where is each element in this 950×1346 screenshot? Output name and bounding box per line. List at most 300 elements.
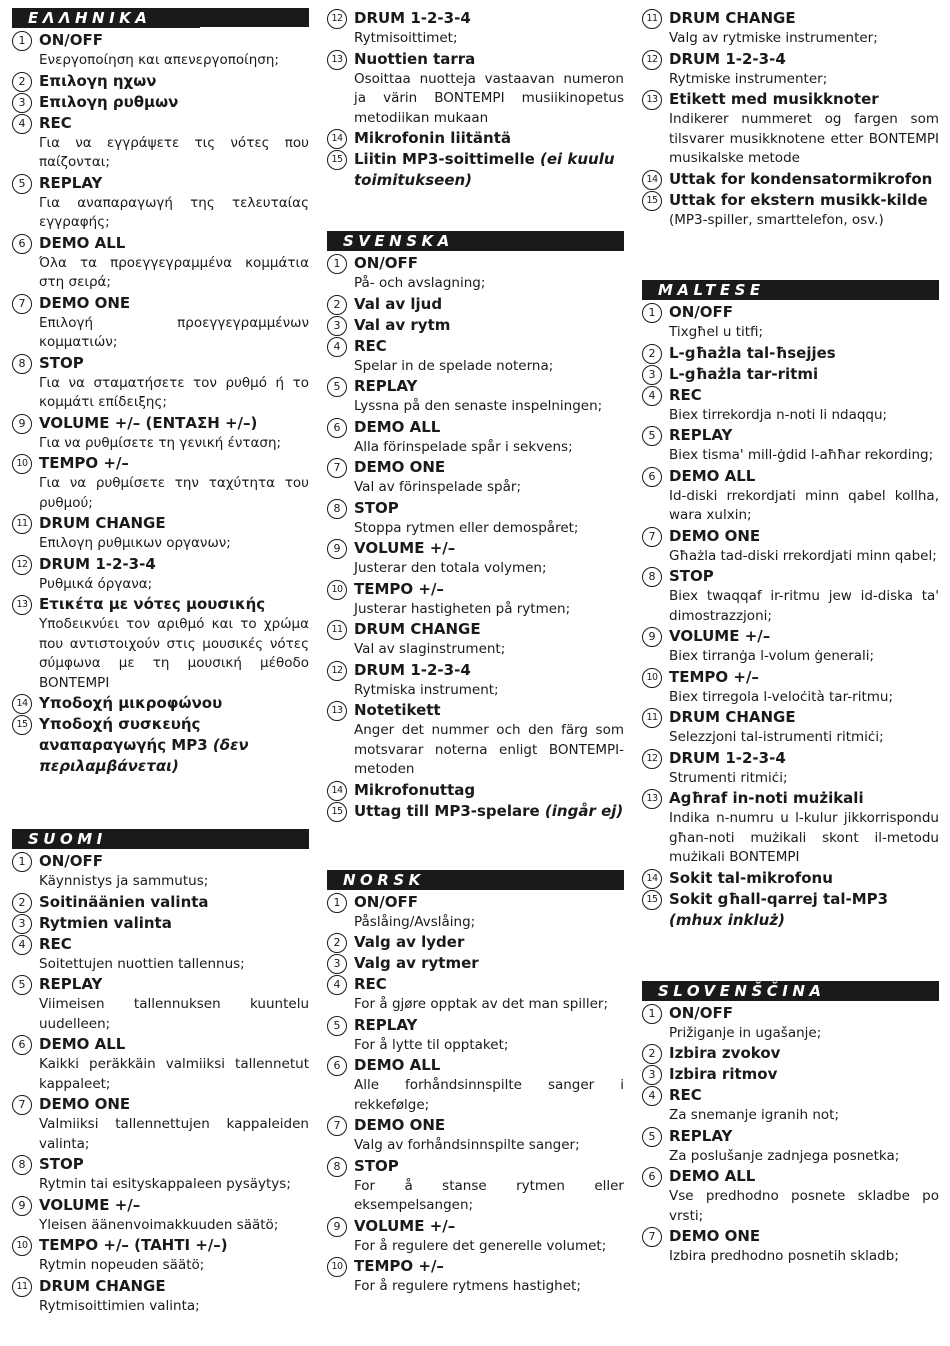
item-title (39, 1034, 309, 1055)
item-title (669, 526, 939, 547)
item-title-text: ON/OFF (354, 254, 419, 272)
item-title (39, 293, 309, 314)
item-title-text: DEMO ALL (39, 1035, 126, 1053)
item-description: Valg av rytmiske instrumenter; (669, 30, 878, 46)
list-item (327, 780, 624, 801)
item-title-text: Izbira zvokov (669, 1044, 781, 1062)
item-title-text: Agħraf in-noti mużikali (669, 789, 864, 807)
list-item (12, 892, 309, 913)
list-item (642, 1003, 939, 1044)
item-title-text: TEMPO +/– (354, 579, 444, 598)
list-item (327, 579, 624, 620)
section-title: NORSK (343, 870, 425, 889)
item-description: Rytmisoittimet; (354, 30, 458, 46)
item-title-text: DRUM 1-2-3-4 (669, 748, 786, 767)
item-title (669, 364, 939, 385)
item-number-badge: 13 (12, 595, 32, 615)
item-title-text: DRUM 1-2-3-4 (39, 554, 156, 573)
item-note: (mhux inkluż) (669, 910, 785, 929)
item-description: Prižiganje in ugašanje; (669, 1024, 822, 1041)
section-greek (12, 8, 309, 777)
item-description: Rytmiske instrumenter; (669, 70, 828, 87)
item-number-badge: 10 (642, 668, 662, 688)
list-item (327, 619, 624, 660)
item-title-text: Uttak for kondensatormikrofon (669, 169, 933, 188)
item-title-text: ON/OFF (669, 303, 734, 321)
item-description: Za snemanje igranih not; (669, 1107, 839, 1123)
item-description: Valg av forhåndsinnspilte sanger; (354, 1137, 580, 1153)
item-title (354, 892, 624, 913)
item-title (39, 554, 309, 575)
item-number-badge: 7 (642, 1227, 662, 1247)
item-number-badge: 10 (327, 1257, 347, 1277)
item-title-text: Uttak for ekstern musikk-kilde (669, 190, 928, 209)
item-title (354, 1055, 624, 1076)
item-number-badge: 4 (642, 1086, 662, 1106)
item-title (669, 169, 939, 190)
item-title-text: Sokit tal-mikrofonu (669, 868, 833, 887)
item-number-badge: 10 (12, 454, 32, 474)
list-item (327, 315, 624, 336)
list-item (327, 49, 624, 129)
item-title (39, 92, 309, 113)
list-item (327, 8, 624, 49)
item-title (354, 619, 624, 640)
item-title (39, 594, 309, 615)
item-description: Ρυθμικά όργανα; (39, 575, 153, 592)
item-description: Για να σταματήσετε τον ρυθμό ή το κομμάτι επίδειξης; (39, 374, 309, 410)
item-number-badge: 13 (327, 701, 347, 721)
item-title (39, 233, 309, 254)
item-title (669, 302, 939, 323)
item-description: Rytmin nopeuden säätö; (39, 1257, 205, 1273)
list-item (327, 1115, 624, 1156)
item-description: Alle forhåndsinnspilte sanger i rekkefølge; (354, 1077, 624, 1113)
list-item (12, 30, 309, 71)
item-number-badge: 1 (642, 1004, 662, 1024)
item-number-badge: 13 (642, 789, 662, 809)
item-description: Indika n-numru u l-kulur jikkorrispondu għan-noti mużikali skont il-metodu mużikali BONTEMPI (669, 810, 939, 865)
item-title-text: Mikrofonuttag (354, 780, 476, 799)
item-title (39, 714, 309, 777)
item-description: Rytmin tai esityskappaleen pysäytys; (39, 1176, 291, 1192)
item-title-text: Izbira ritmov (669, 1065, 778, 1083)
item-description: Για να ρυθμίσετε την ταχύτητα του ρυθμού; (39, 475, 309, 511)
item-number-badge: 14 (642, 170, 662, 190)
list-item (12, 353, 309, 413)
item-description: Soitettujen nuottien tallennus; (39, 955, 245, 972)
item-note: (ingår ej) (544, 801, 624, 820)
item-description: Strumenti ritmiċi; (669, 769, 788, 786)
item-title (354, 376, 624, 397)
item-title-text: REC (39, 934, 72, 953)
item-description: Val av slaginstrument; (354, 641, 506, 657)
item-title (669, 566, 939, 587)
item-title (354, 49, 624, 70)
item-title (39, 1154, 309, 1175)
item-title (669, 748, 939, 769)
item-title (39, 892, 309, 913)
list-item (327, 1055, 624, 1115)
item-number-badge: 5 (642, 1127, 662, 1147)
list-item (327, 128, 624, 149)
item-title-text: REPLAY (669, 426, 733, 444)
list-item (327, 1015, 624, 1056)
item-number-badge: 8 (642, 567, 662, 587)
list-item (642, 466, 939, 526)
item-title-text: VOLUME +/– (ΕΝΤΑΣΗ +/–) (39, 413, 258, 432)
list-item (642, 190, 939, 231)
item-number-badge: 9 (327, 1217, 347, 1237)
item-title (669, 788, 939, 809)
column-2 (327, 8, 624, 1297)
item-number-badge: 8 (327, 1157, 347, 1177)
item-title-text: DEMO ONE (39, 1095, 131, 1113)
item-title-text: TEMPO +/– (TAHTI +/–) (39, 1236, 228, 1254)
item-number-badge: 7 (12, 294, 32, 314)
item-title-text: DRUM 1-2-3-4 (354, 9, 471, 27)
item-number-badge: 2 (642, 344, 662, 364)
item-number-badge: 15 (642, 890, 662, 910)
item-description: Spelar in de spelade noterna; (354, 357, 554, 374)
item-title-text: Επιλογη ηχων (39, 71, 157, 90)
item-number-badge: 6 (642, 1167, 662, 1187)
item-title (354, 538, 624, 559)
item-title (354, 1216, 624, 1237)
item-title-text: Υποδοχή μικροφώνου (39, 694, 223, 712)
section-header (12, 8, 309, 28)
item-number-badge: 9 (327, 539, 347, 559)
item-title (354, 1156, 624, 1177)
section-title: MALTESE (658, 281, 765, 299)
list-item (12, 92, 309, 113)
item-title-text: DRUM CHANGE (669, 9, 796, 27)
item-title (39, 513, 309, 534)
list-item (327, 538, 624, 579)
item-title (39, 974, 309, 995)
item-title-text: DEMO ALL (39, 233, 126, 252)
list-item (642, 868, 939, 889)
item-title-text: REC (354, 975, 387, 993)
item-number-badge: 14 (642, 869, 662, 889)
item-number-badge: 10 (12, 1236, 32, 1256)
item-note: (δεν περιλαμβάνεται) (39, 736, 249, 775)
item-title-text: ON/OFF (39, 852, 104, 870)
item-number-badge: 9 (642, 627, 662, 647)
list-item (642, 626, 939, 667)
list-item (327, 1156, 624, 1216)
item-description: Tixgħel u titfi; (669, 324, 764, 340)
item-description: For å regulere rytmens hastighet; (354, 1278, 581, 1294)
item-number-badge: 5 (12, 174, 32, 194)
item-description: Viimeisen tallennuksen kuuntelu uudelleen; (39, 996, 309, 1032)
item-title (669, 868, 939, 889)
list-item (12, 913, 309, 934)
item-number-badge: 3 (12, 914, 32, 934)
item-title-text: Επιλογη ρυθμων (39, 92, 179, 111)
list-item (642, 89, 939, 169)
item-title-text: Rytmien valinta (39, 913, 172, 932)
list-item (642, 385, 939, 426)
item-title (39, 353, 309, 374)
item-number-badge: 12 (642, 749, 662, 769)
list-item (327, 660, 624, 701)
item-title-text: Valg av lyder (354, 933, 465, 951)
column-3 (642, 8, 939, 1267)
list-item (642, 49, 939, 90)
item-title (669, 1126, 939, 1147)
item-description: Rytmiska instrument; (354, 681, 499, 698)
section-norsk-cont (642, 8, 939, 230)
item-number-badge: 3 (642, 1065, 662, 1085)
list-item (642, 302, 939, 343)
item-description: Για να εγγράψετε τις νότες που παίζονται; (39, 134, 309, 170)
section-svenska (327, 231, 624, 822)
list-item (327, 498, 624, 539)
item-description: Anger det nummer och den färg som motsvarar noterna enligt BONTEMPI-metoden (354, 722, 624, 777)
item-number-badge: 7 (12, 1095, 32, 1115)
item-title-text: TEMPO +/– (354, 1257, 444, 1275)
item-number-badge: 14 (327, 129, 347, 149)
item-number-badge: 5 (327, 377, 347, 397)
item-description: Biex twaqqaf ir-ritmu jew id-diska ta' dimostrazzjoni; (669, 588, 939, 624)
item-title (39, 113, 309, 134)
item-title-text: DEMO ALL (669, 1167, 756, 1185)
list-item (642, 1043, 939, 1064)
item-title-text: Nuottien tarra (354, 49, 476, 68)
item-title-text: DRUM CHANGE (669, 708, 796, 726)
list-item (327, 457, 624, 498)
item-number-badge: 12 (12, 555, 32, 575)
list-item (12, 851, 309, 892)
item-description: Biex tirrekordja n-noti li ndaqqu; (669, 406, 888, 423)
item-number-badge: 9 (12, 1196, 32, 1216)
item-title-text: VOLUME +/– (354, 539, 456, 557)
list-item (642, 425, 939, 466)
item-description: Izbira predhodno posnetih skladb; (669, 1248, 899, 1264)
list-item (642, 343, 939, 364)
item-title (669, 707, 939, 728)
item-number-badge: 4 (327, 337, 347, 357)
item-title-text: STOP (39, 353, 84, 372)
item-description: Biex tirregola l-veloċità tar-ritmu; (669, 688, 893, 705)
list-item (327, 376, 624, 417)
item-description: Val av förinspelade spår; (354, 479, 521, 495)
item-title-text: ON/OFF (669, 1003, 734, 1022)
item-title-text: Uttag till MP3-spelare (354, 801, 540, 820)
item-title-text: Sokit għall-qarrej tal-MP3 (669, 889, 889, 908)
item-number-badge: 12 (327, 9, 347, 29)
item-number-badge: 11 (327, 620, 347, 640)
list-item (12, 113, 309, 173)
item-title (669, 385, 939, 406)
item-title (39, 851, 309, 872)
list-item (642, 667, 939, 708)
item-title-text: REPLAY (354, 1015, 418, 1034)
item-number-badge: 2 (642, 1044, 662, 1064)
list-item (12, 1094, 309, 1154)
item-title-text: DEMO ONE (354, 1116, 446, 1134)
item-title-text: TEMPO +/– (669, 667, 759, 686)
item-number-badge: 15 (327, 150, 347, 170)
list-item (327, 253, 624, 294)
item-number-badge: 6 (12, 1035, 32, 1055)
list-item (12, 594, 309, 693)
item-number-badge: 15 (12, 715, 32, 735)
item-title (354, 974, 624, 995)
item-title-text: REPLAY (354, 377, 418, 395)
list-item (12, 1235, 309, 1276)
item-description: Biex tirranġa l-volum ġenerali; (669, 648, 875, 664)
item-title-text: Notetikett (354, 701, 441, 719)
item-description: Rytmisoittimien valinta; (39, 1297, 200, 1314)
item-number-badge: 6 (642, 467, 662, 487)
item-title (39, 453, 309, 474)
item-title-text: L-għażla tal-ħsejjes (669, 343, 836, 362)
list-item (642, 8, 939, 49)
item-number-badge: 3 (327, 316, 347, 336)
item-number-badge: 1 (327, 893, 347, 913)
item-title (669, 343, 939, 364)
item-title-text: DEMO ALL (354, 1056, 441, 1074)
section-suomi-cont (327, 8, 624, 191)
item-number-badge: 10 (327, 580, 347, 600)
item-number-badge: 9 (12, 414, 32, 434)
item-title (669, 667, 939, 688)
item-description: Justerar hastigheten på rytmen; (354, 600, 571, 617)
item-title-text: VOLUME +/– (354, 1216, 456, 1235)
item-title-text: Mikrofonin liitäntä (354, 129, 511, 147)
section-header (327, 870, 624, 890)
section-header (642, 981, 939, 1001)
item-description: Valmiiksi tallennettujen kappaleiden valinta; (39, 1116, 309, 1152)
item-description: Justerar den totala volymen; (354, 560, 547, 576)
item-number-badge: 11 (642, 9, 662, 29)
item-description: Επιλογή προεγγεγραμμένων κομματιών; (39, 314, 309, 350)
item-title (39, 173, 309, 194)
item-number-badge: 14 (327, 781, 347, 801)
item-title (39, 1094, 309, 1115)
list-item (12, 413, 309, 454)
item-number-badge: 11 (642, 708, 662, 728)
list-item (327, 953, 624, 974)
list-item (12, 513, 309, 554)
item-description: Stoppa rytmen eller demospåret; (354, 519, 579, 536)
item-title (39, 1276, 309, 1297)
item-description: Για αναπαραγωγή της τελευταίας εγγραφής; (39, 194, 309, 230)
item-title-text: REPLAY (39, 975, 103, 993)
item-description: Za poslušanje zadnjega posnetka; (669, 1147, 900, 1164)
item-description: For å regulere det generelle volumet; (354, 1237, 607, 1254)
item-title (39, 1235, 309, 1256)
item-number-badge: 7 (642, 527, 662, 547)
item-title-text: DRUM 1-2-3-4 (669, 49, 786, 68)
item-title (354, 498, 624, 519)
list-item (642, 169, 939, 190)
item-description: Id-diski rrekordjati minn qabel kollha, wara xulxin; (669, 487, 939, 523)
item-title-text: DRUM CHANGE (39, 514, 166, 532)
item-title (669, 1003, 939, 1024)
item-title (354, 253, 624, 274)
list-item (327, 801, 624, 822)
item-number-badge: 15 (642, 191, 662, 211)
item-title-text: REPLAY (669, 1126, 733, 1145)
item-number-badge: 8 (12, 354, 32, 374)
item-description: På- och avslagning; (354, 275, 486, 291)
item-number-badge: 15 (327, 802, 347, 822)
item-title-text: STOP (39, 1155, 84, 1173)
list-item (12, 693, 309, 714)
item-title-text: STOP (354, 1156, 399, 1175)
item-description: Lyssna på den senaste inspelningen; (354, 398, 603, 414)
list-item (642, 1085, 939, 1126)
item-number-badge: 2 (12, 72, 32, 92)
item-title-text: Υποδοχή συσκευής αναπαραγωγής MP3 (39, 715, 208, 754)
item-description: Yleisen äänenvoimakkuuden säätö; (39, 1216, 279, 1233)
list-item (12, 714, 309, 777)
item-title (354, 336, 624, 357)
item-title (39, 30, 309, 51)
item-description: Υποδεικνύει τον αριθμό και το χρώμα που αντιστοιχούν στις μουσικές νότες σύμφωνα με τη μουσική μέθοδο BONTEMPI (39, 616, 309, 691)
item-title-text: Soitinäänien valinta (39, 892, 209, 911)
item-description: Påslåing/Avslåing; (354, 913, 476, 930)
list-item (12, 554, 309, 595)
section-title: SVENSKA (343, 232, 454, 250)
item-number-badge: 14 (12, 694, 32, 714)
list-item (642, 1226, 939, 1267)
item-title (354, 953, 624, 974)
item-number-badge: 8 (12, 1155, 32, 1175)
item-title-text: DEMO ONE (669, 526, 761, 545)
item-title-text: Etikett med musikknoter (669, 90, 879, 108)
list-item (12, 173, 309, 233)
item-description: Όλα τα προεγγεγραμμένα κομμάτια στη σειρά; (39, 254, 309, 290)
list-item (327, 974, 624, 1015)
item-title (669, 466, 939, 487)
item-title-text: Ετικέτα με νότες μουσικής (39, 595, 266, 613)
item-description: Για να ρυθμίσετε τη γενική ένταση; (39, 434, 282, 451)
item-number-badge: 1 (327, 254, 347, 274)
item-title (39, 934, 309, 955)
list-item (12, 1034, 309, 1094)
item-number-badge: 12 (642, 50, 662, 70)
list-item (642, 1064, 939, 1085)
item-title-text: ON/OFF (354, 892, 419, 911)
item-title (39, 693, 309, 714)
item-description: Indikerer nummeret og fargen som tilsvarer musikknotene etter BONTEMPI musikalske metode (669, 111, 939, 166)
item-title (354, 315, 624, 336)
item-title (669, 1043, 939, 1064)
item-title (354, 417, 624, 438)
item-title-text: DEMO ONE (39, 293, 131, 312)
item-title-text: ON/OFF (39, 31, 104, 49)
item-description: Biex tisma' mill-ġdid l-aħħar rekording; (669, 447, 934, 463)
item-title (669, 1064, 939, 1085)
item-title (669, 1085, 939, 1106)
item-title (354, 1015, 624, 1036)
item-title (354, 1115, 624, 1136)
item-number-badge: 11 (12, 514, 32, 534)
list-item (12, 1276, 309, 1317)
item-number-badge: 7 (327, 1116, 347, 1136)
list-item (327, 1256, 624, 1297)
item-title-text: Val av ljud (354, 294, 443, 313)
item-title-text: REC (39, 113, 72, 132)
item-description: Osoittaa nuotteja vastaavan numeron ja värin BONTEMPI musiikinopetus metodiikan mukaan (354, 70, 624, 126)
item-number-badge: 4 (327, 975, 347, 995)
item-number-badge: 5 (327, 1016, 347, 1036)
item-description: Vse predhodno posnete skladbe po vrsti; (669, 1188, 939, 1224)
